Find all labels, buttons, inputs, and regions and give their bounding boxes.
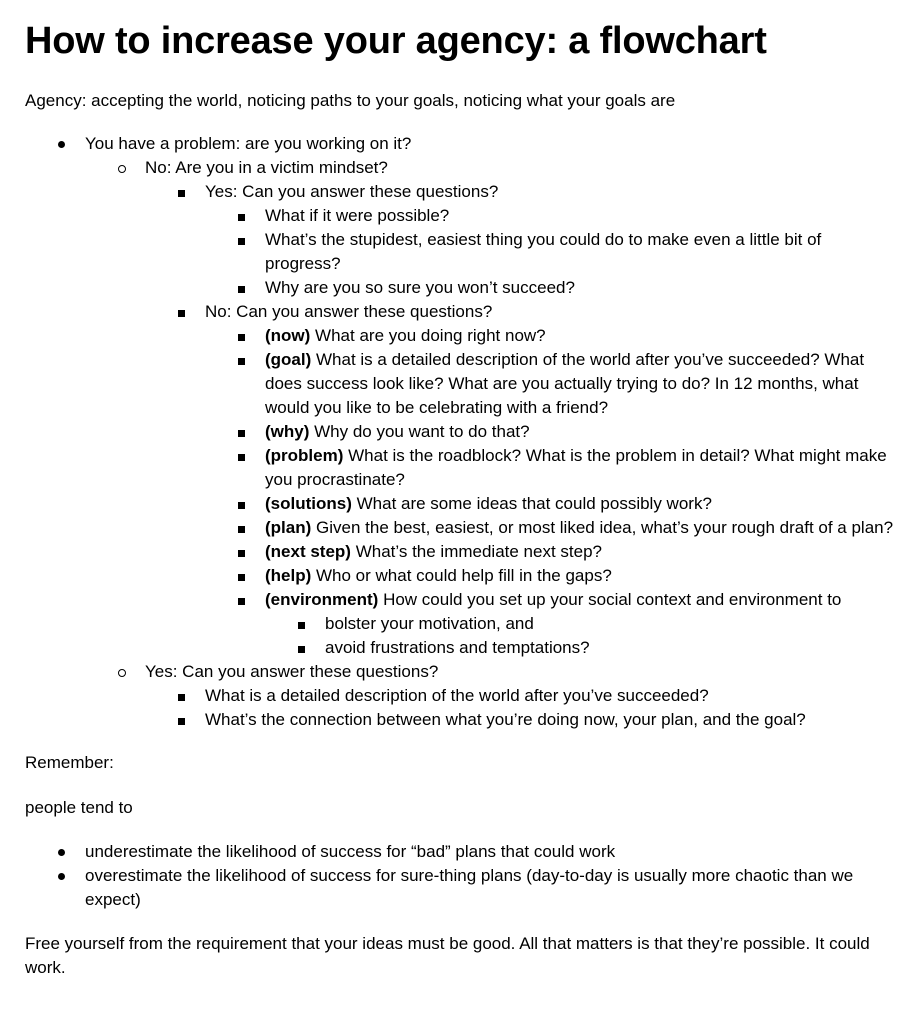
list-item [25, 864, 897, 912]
list-item-now [205, 324, 897, 348]
list-item [145, 684, 897, 708]
victim-no-label: No: Can you answer these questions? [205, 302, 493, 321]
yes-branch-label: Yes: Can you answer these questions? [145, 662, 439, 681]
list-item-help [205, 564, 897, 588]
question-tag: (goal) [265, 350, 312, 369]
list-item-solutions [205, 492, 897, 516]
tendency-text: overestimate the likelihood of success for sure-thing plans (day-to-day is usually more chaotic than we expect) [85, 866, 854, 909]
list-item [205, 276, 897, 300]
question-tag: (why) [265, 422, 310, 441]
question-text: Who or what could help fill in the gaps? [311, 566, 612, 585]
question-tag: (environment) [265, 590, 379, 609]
tendencies-list [25, 840, 897, 912]
list-item-yes-branch [85, 660, 897, 732]
root-sublist [85, 156, 897, 732]
list-item [205, 228, 897, 276]
victim-yes-questions [205, 204, 897, 300]
question-tag: (problem) [265, 446, 344, 465]
list-item-environment [205, 588, 897, 660]
yes-branch-questions [145, 684, 897, 732]
document [25, 17, 897, 980]
list-item-problem [205, 444, 897, 492]
environment-text: avoid frustrations and temptations? [325, 638, 590, 657]
question-text: Why are you so sure you won’t succeed? [265, 278, 575, 297]
closing-paragraph: Free yourself from the requirement that your ideas must be good. All that matters is that they’re possible. It could work. [25, 934, 870, 977]
question-text: Why do you want to do that? [309, 422, 530, 441]
list-item [265, 636, 897, 660]
victim-no-questions [205, 324, 897, 660]
environment-text: bolster your motivation, and [325, 614, 534, 633]
victim-yes-label: Yes: Can you answer these questions? [205, 182, 499, 201]
list-item-plan [205, 516, 897, 540]
list-item-victim-no [145, 300, 897, 660]
people-tend-text: people tend to [25, 798, 133, 817]
list-item-why [205, 420, 897, 444]
remember-heading: Remember: [25, 753, 114, 772]
tendency-text: underestimate the likelihood of success for “bad” plans that could work [85, 842, 616, 861]
question-text: What is a detailed description of the world after you’ve succeeded? [205, 686, 709, 705]
list-item [265, 612, 897, 636]
question-text: What if it were possible? [265, 206, 450, 225]
question-tag: (solutions) [265, 494, 352, 513]
root-question: You have a problem: are you working on it? [85, 134, 412, 153]
list-item-no-branch [85, 156, 897, 660]
question-tag: (plan) [265, 518, 312, 537]
environment-sublist [265, 612, 897, 660]
no-branch-label: No: Are you in a victim mindset? [145, 158, 388, 177]
list-item-next-step [205, 540, 897, 564]
list-item-victim-yes [145, 180, 897, 300]
question-text: Given the best, easiest, or most liked idea, what’s your rough draft of a plan? [311, 518, 894, 537]
question-text: What are some ideas that could possibly work? [351, 494, 712, 513]
list-item-goal [205, 348, 897, 420]
flowchart-list [25, 132, 897, 732]
list-item-root [25, 132, 897, 732]
page-title: How to increase your agency: a flowchart [25, 20, 767, 62]
question-tag: (next step) [265, 542, 351, 561]
question-tag: (now) [265, 326, 311, 345]
intro-paragraph: Agency: accepting the world, noticing paths to your goals, noticing what your goals are [25, 91, 676, 110]
victim-sublist [145, 180, 897, 660]
question-text: What’s the immediate next step? [350, 542, 603, 561]
question-tag: (help) [265, 566, 312, 585]
question-text: What is the roadblock? What is the problem in detail? What might make you procrastinate? [265, 446, 887, 489]
question-text: What are you doing right now? [310, 326, 546, 345]
question-text: What is a detailed description of the world after you’ve succeeded? What does success look like? What are you actually trying to do? In 12 months, what would you like to be celebrating with a friend? [265, 350, 865, 417]
question-text: What’s the stupidest, easiest thing you could do to make even a little bit of progress? [265, 230, 822, 273]
list-item [145, 708, 897, 732]
list-item [25, 840, 897, 864]
list-item [205, 204, 897, 228]
question-text: How could you set up your social context and environment to [378, 590, 842, 609]
question-text: What’s the connection between what you’re doing now, your plan, and the goal? [205, 710, 806, 729]
